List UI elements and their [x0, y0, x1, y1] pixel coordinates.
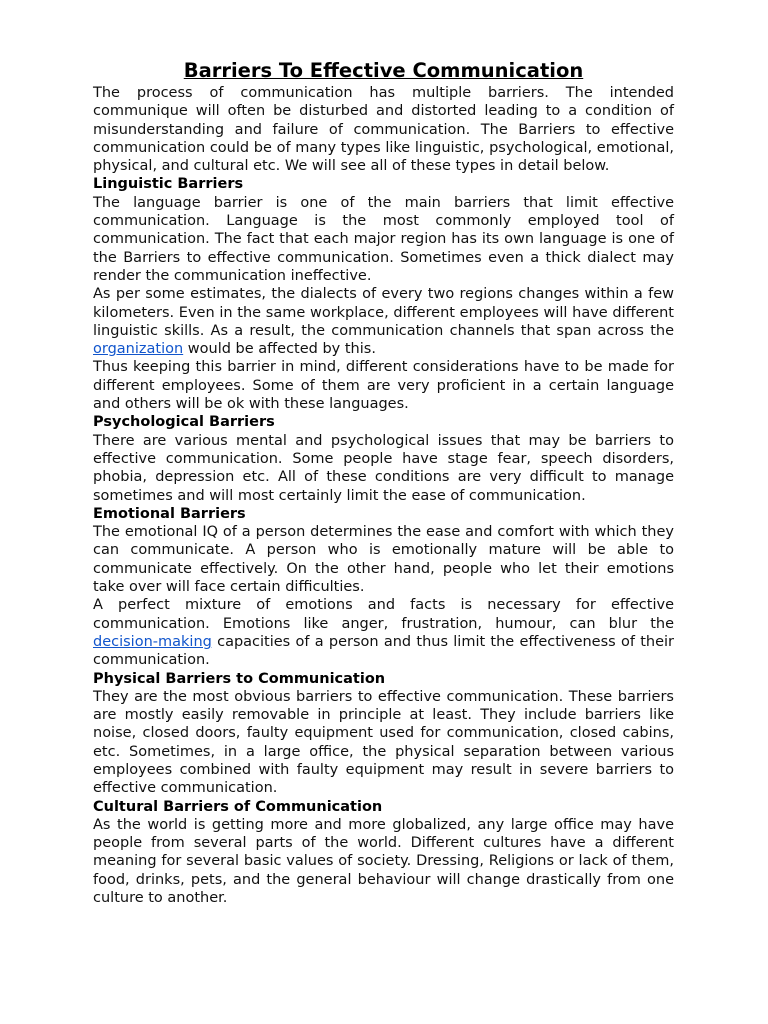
linguistic-paragraph-1: The language barrier is one of the main barriers that limit effective communication. Language is the most commonly employed tool of communication. The fact that each major region has its own language is one of the Barriers to effective communication. Sometimes even a thick dialect may render the communication ineffective. — [93, 194, 674, 284]
linguistic-paragraph-2-text-before: As per some estimates, the dialects of every two regions changes within a few kilometers. Even in the same workplace, different employees will have different linguistic skills. As a result, the communication channels that span across the — [93, 286, 674, 339]
document-title: Barriers To Effective Communication — [183, 59, 584, 82]
document-page — [93, 58, 674, 907]
section-heading-psychological: Psychological Barriers — [93, 414, 275, 431]
section-heading-cultural: Cultural Barriers of Communication — [93, 798, 383, 815]
linguistic-paragraph-2-text-after: would be affected by this. — [183, 341, 376, 358]
intro-paragraph: The process of communication has multiple barriers. The intended communique will often be disturbed and distorted leading to a condition of misunderstanding and failure of communication. The Barriers to effective communication could be of many types like linguistic, psychological, emotional, physical, and cultural etc. We will see all of these types in detail below. — [93, 85, 674, 175]
psychological-paragraph-1: There are various mental and psychological issues that may be barriers to effective communication. Some people have stage fear, speech disorders, phobia, depression etc. All of these conditions are very difficult to manage sometimes and will most certainly limit the ease of communication. — [93, 432, 674, 504]
linguistic-paragraph-3: Thus keeping this barrier in mind, different considerations have to be made for different employees. Some of them are very proficient in a certain language and others will be ok with these languages. — [93, 359, 674, 413]
emotional-paragraph-2 — [93, 596, 674, 669]
physical-paragraph-1: They are the most obvious barriers to effective communication. These barriers are mostly easily removable in principle at least. They include barriers like noise, closed doors, faulty equipment used for communication, closed cabins, etc. Sometimes, in a large office, the physical separation between various employees combined with faulty equipment may result in severe barriers to effective communication. — [93, 688, 674, 797]
organization-link[interactable]: organization — [93, 341, 184, 358]
section-heading-physical: Physical Barriers to Communication — [93, 670, 386, 687]
section-heading-linguistic: Linguistic Barriers — [93, 176, 244, 193]
section-heading-emotional: Emotional Barriers — [93, 505, 246, 522]
cultural-paragraph-1: As the world is getting more and more globalized, any large office may have people from several parts of the world. Different cultures have a different meaning for several basic values of society. Dressing, Religions or lack of them, food, drinks, pets, and the general behaviour will change drastically from one culture to another. — [93, 816, 674, 907]
decision-making-link[interactable]: decision-making — [93, 633, 212, 650]
emotional-paragraph-2-text-after: capacities of a person and thus limit the effectiveness of their communication. — [93, 633, 674, 669]
linguistic-paragraph-2 — [93, 285, 674, 358]
emotional-paragraph-2-text-before: A perfect mixture of emotions and facts is necessary for effective communication. Emotions like anger, frustration, humour, can blur the — [93, 597, 674, 632]
emotional-paragraph-1: The emotional IQ of a person determines the ease and comfort with which they can communicate. A person who is emotionally mature will be able to communicate effectively. On the other hand, people who let their emotions take over will face certain difficulties. — [93, 524, 674, 596]
